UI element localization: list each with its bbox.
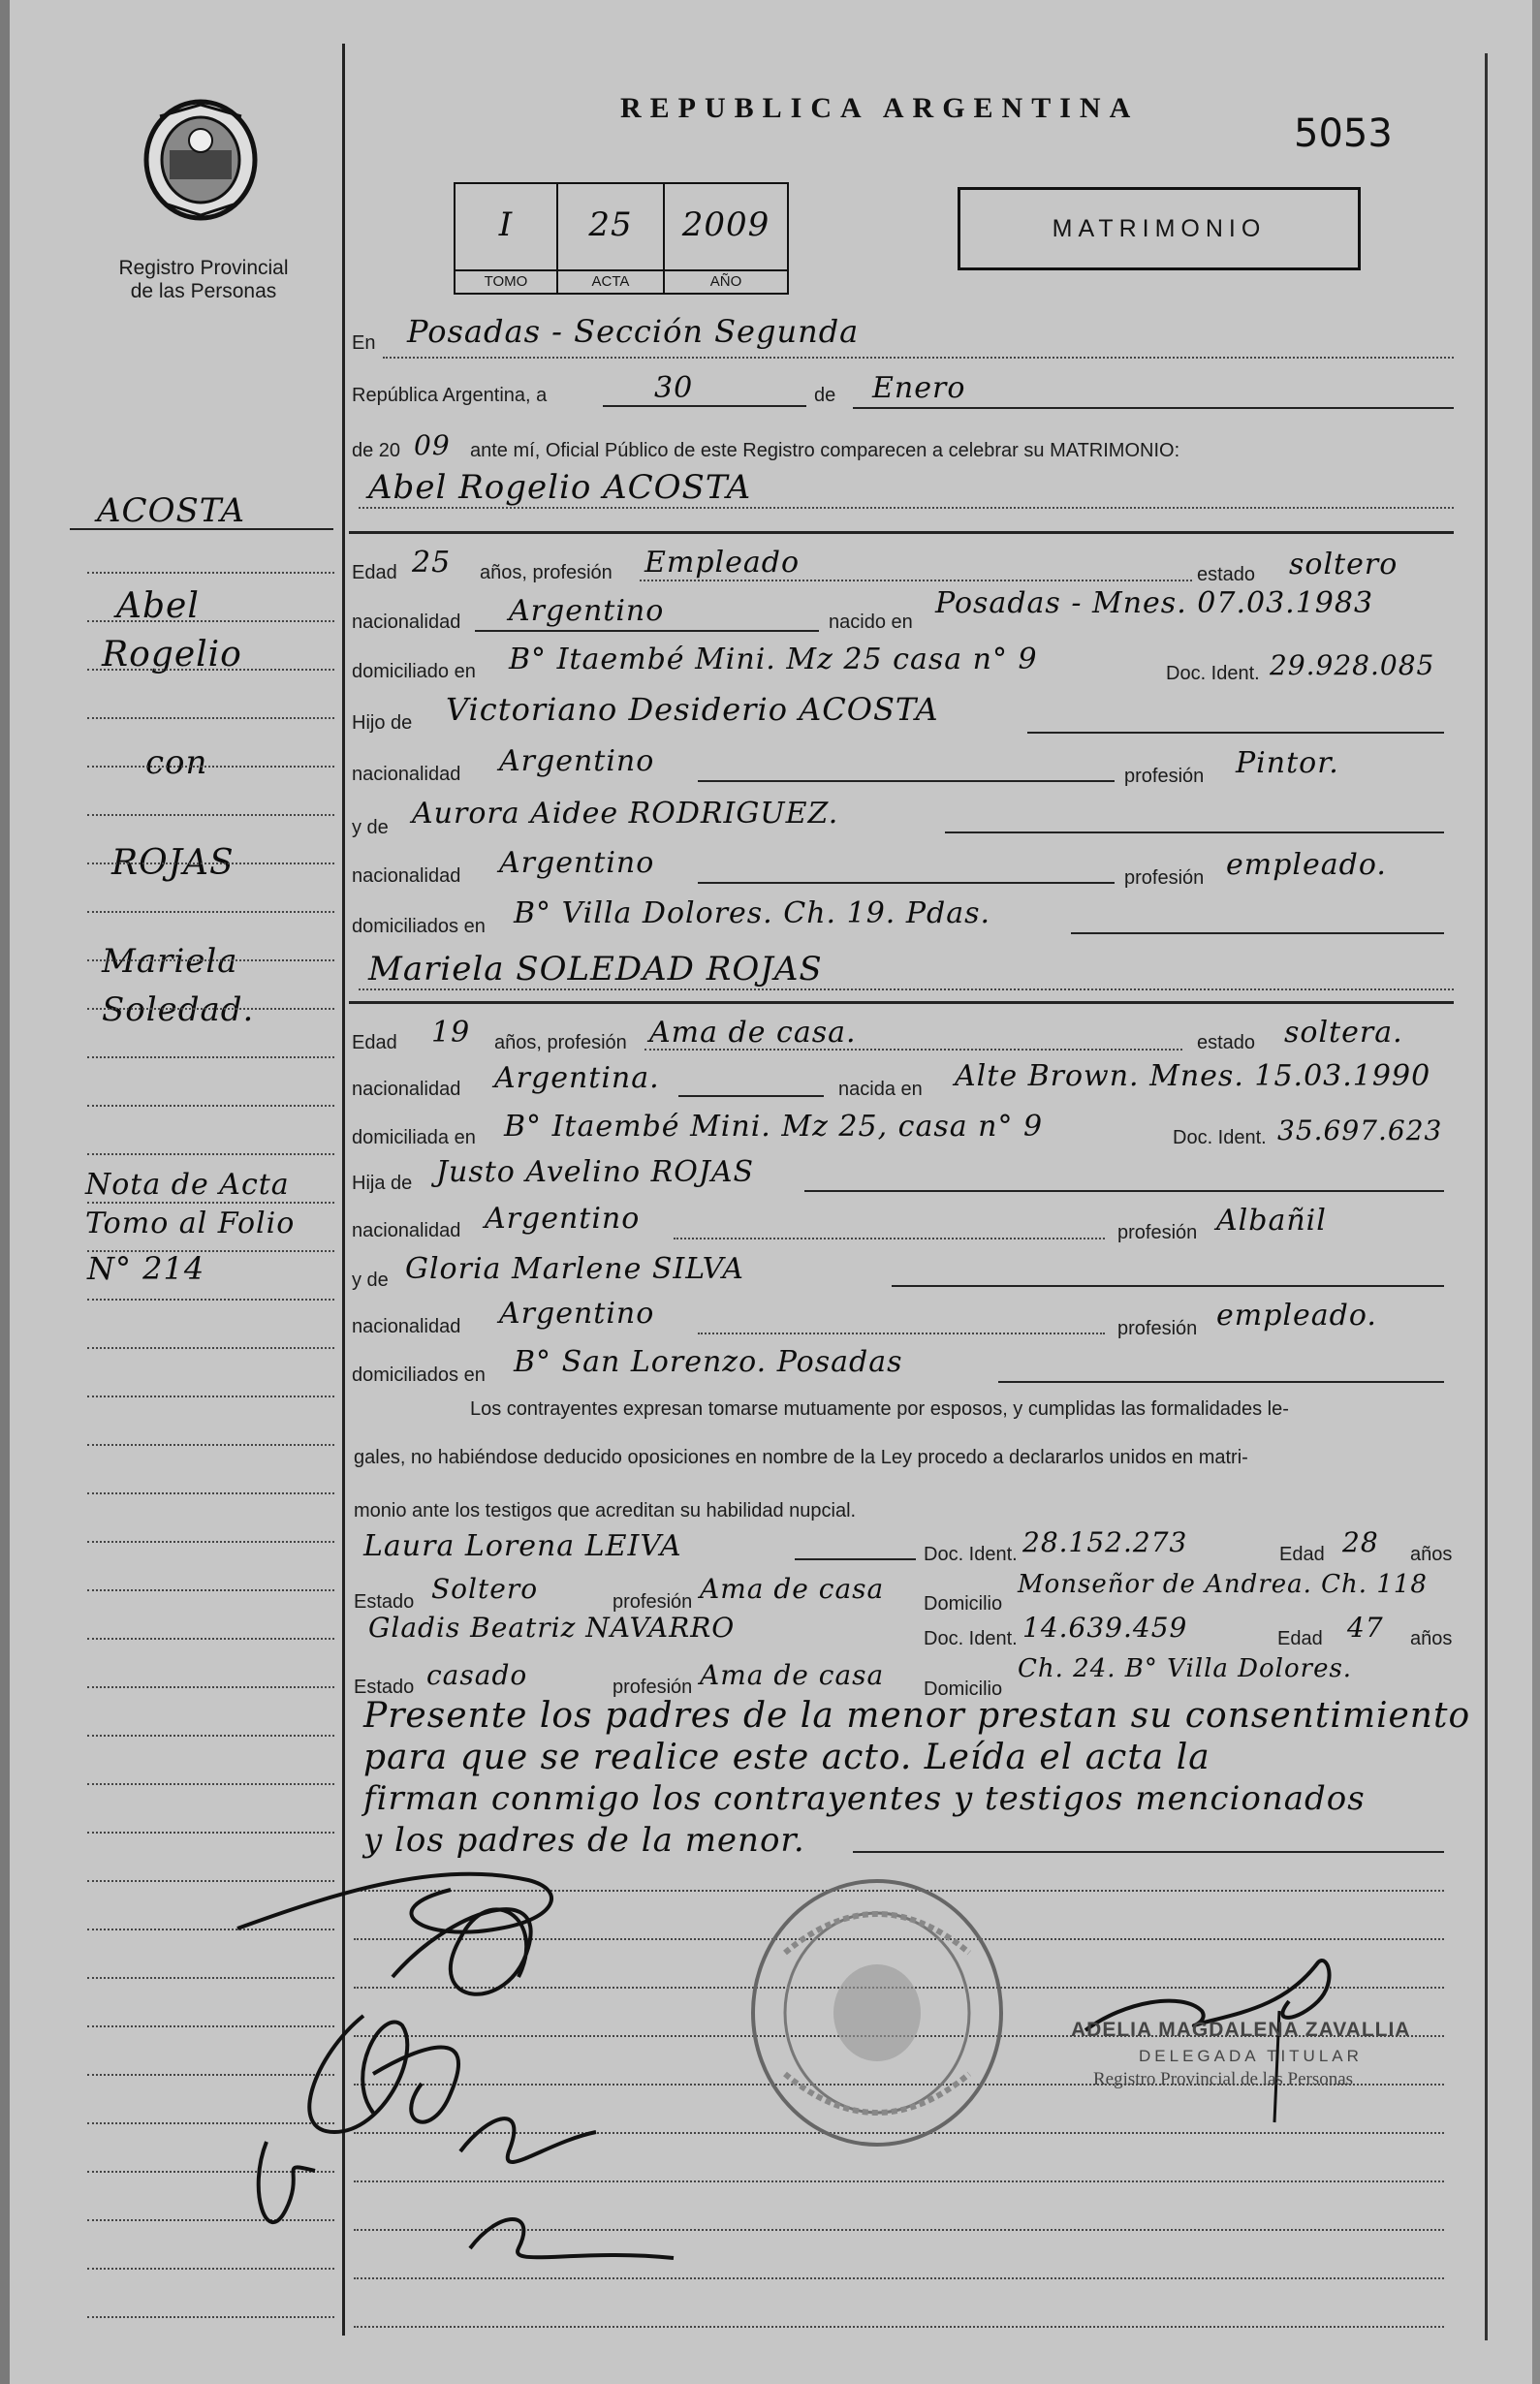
bride-edad-label: Edad [352,1032,397,1053]
bride-section-rule [349,1001,1454,1004]
bm-prof-label: profesión [1117,1318,1198,1339]
margin-rule-line [87,1105,334,1107]
w1-doc-label: Doc. Ident. [924,1544,1018,1565]
gf-nat-label: nacionalidad [352,764,461,785]
bride-dom-label: domiciliada en [352,1127,476,1148]
groom-profession: Empleado [644,546,801,580]
groom-profession-line [640,580,1192,581]
bride-mother-prof: empleado. [1216,1299,1377,1333]
w1-estado-label: Estado [354,1591,415,1613]
hija-label: Hija de [352,1173,413,1194]
bf-prof-label: profesión [1117,1222,1198,1243]
groom-doc: 29.928.085 [1270,649,1435,681]
bp-dom-label: domiciliados en [352,1365,486,1386]
witness2-age: 47 [1347,1612,1384,1644]
margin-rule-line [87,1008,334,1010]
groom-section-rule [349,531,1454,534]
margin-surname2: ROJAS [111,843,235,883]
note-line4: y los padres de la menor. [363,1821,805,1860]
bride-mother-nat: Argentino [499,1297,655,1331]
bride-prof-line [644,1049,1182,1051]
bride-doc: 35.697.623 [1277,1114,1443,1146]
official-seal [746,1875,1008,2151]
bride-name-line [359,988,1454,990]
w2-anos-label: años [1410,1628,1453,1649]
groom-birth-label: nacido en [829,612,913,633]
margin-rule-line [87,1347,334,1349]
bride-nat-line [678,1095,824,1097]
margin-rule-line [87,1735,334,1737]
tomo-cell [456,184,558,293]
w1-dom-label: Domicilio [924,1593,1003,1615]
groom-dom-label: domiciliado en [352,661,476,682]
signatures-scribble [228,1822,683,2287]
groom-mother-prof: empleado. [1226,848,1387,882]
groom-name-line [359,507,1454,509]
officer-title: DELEGADA TITULAR [1139,2047,1363,2065]
margin-rule-line [87,717,334,719]
witness2-profession: Ama de casa [700,1659,885,1691]
groom-anos-prof-label: años, profesión [480,562,613,583]
margin-note3: N° 214 [87,1250,205,1287]
witness2-doc: 14.639.459 [1022,1612,1188,1644]
gf-nat-line [698,780,1115,782]
groom-mother: Aurora Aidee RODRIGUEZ. [412,797,839,831]
witness1-address: Monseñor de Andrea. Ch. 118 [1018,1570,1428,1599]
page-edge-right [1532,0,1540,2384]
bf-nat-line [674,1238,1105,1239]
witness1-age: 28 [1342,1526,1379,1558]
w1-name-line [795,1558,916,1560]
margin-rule-line [87,863,334,864]
bride-father-prof: Albañil [1216,1204,1327,1238]
margin-rule-line [87,572,334,574]
margin-rule-line [87,1202,334,1204]
anio-label: AÑO [665,269,787,293]
groom-estado-label: estado [1197,564,1256,585]
witness2-name: Gladis Beatriz NAVARRO [368,1612,736,1644]
w1-edad-label: Edad [1279,1544,1325,1565]
margin-rule-line [87,1589,334,1591]
acta-cell [558,184,665,293]
margin-rule-line [87,1492,334,1494]
bride-address: B° Itaembé Mini. Mz 25, casa n° 9 [504,1110,1044,1144]
country-title: REPUBLICA ARGENTINA [620,92,1140,124]
bride-name: Mariela SOLEDAD ROJAS [368,950,823,988]
bride-father-nat: Argentino [485,1202,641,1236]
gm-yde-label: y de [352,817,389,838]
bride-status: soltera. [1284,1016,1403,1050]
right-border [1485,53,1488,2340]
margin-surname1: ACOSTA [97,491,246,530]
margin-rule-line [87,911,334,913]
gm-nat-line [698,882,1115,884]
bride-estado-label: estado [1197,1032,1256,1053]
acta-label: ACTA [558,269,663,293]
margin-rule-line [87,1444,334,1446]
witness1-profession: Ama de casa [700,1573,885,1605]
bm-line [892,1285,1444,1287]
bm-yde-label: y de [352,1270,389,1291]
bride-age: 19 [431,1016,471,1050]
record-type-box: MATRIMONIO [958,187,1361,270]
margin-rule-line [87,766,334,768]
note-line2: para que se realice este acto. Leída el acta la [363,1738,1210,1777]
bride-nationality: Argentina. [494,1061,660,1095]
margin-given1a: Abel [116,586,200,626]
officer-name: ADELIA MAGDALENA ZAVALLIA [1071,2019,1411,2041]
w1-anos-label: años [1410,1544,1453,1565]
registry-name-line1: Registro Provincial [118,257,289,279]
groom-age: 25 [412,546,452,580]
en-label: En [352,332,376,354]
bf-line [804,1190,1444,1192]
bride-parents-address: B° San Lorenzo. Posadas [514,1345,903,1379]
bride-father: Justo Avelino ROJAS [436,1155,755,1189]
groom-edad-label: Edad [352,562,397,583]
gp-dom-label: domiciliados en [352,916,486,937]
act-number: 5053 [1294,111,1393,156]
witness2-status: casado [426,1659,528,1691]
bride-anos-prof-label: años, profesión [494,1032,627,1053]
tomo-label: TOMO [456,269,556,293]
bride-birthplace: Alte Brown. Mnes. 15.03.1990 [955,1059,1431,1093]
day-line [603,405,806,407]
groom-mother-nat: Argentino [499,846,655,880]
gm-line [945,831,1444,833]
margin-rule-line [87,2316,334,2318]
witness1-doc: 28.152.273 [1022,1526,1188,1558]
groom-father: Victoriano Desiderio ACOSTA [446,691,939,728]
place-line [383,357,1454,359]
de-label: de [814,385,836,406]
declaration-line3: monio ante los testigos que acreditan su habilidad nupcial. [354,1500,857,1521]
w2-edad-label: Edad [1277,1628,1323,1649]
gm-prof-label: profesión [1124,867,1205,889]
witness1-name: Laura Lorena LEIVA [363,1529,682,1563]
note-line1: Presente los padres de la menor prestan su consentimiento [363,1696,1471,1736]
margin-rule-line [87,1686,334,1688]
witness1-status: Soltero [431,1573,539,1605]
margin-rule-line [87,1783,334,1785]
gf-prof-label: profesión [1124,766,1205,787]
margin-rule-line [87,1638,334,1640]
margin-rule-line [87,1541,334,1543]
margin-rule-line [87,1153,334,1155]
month-line [853,407,1454,409]
margin-note1: Nota de Acta [85,1168,290,1202]
margin-note2: Tomo al Folio [85,1207,296,1240]
w2-prof-label: profesión [613,1677,693,1698]
groom-doc-label: Doc. Ident. [1166,663,1260,684]
acta-value: 25 [588,205,633,244]
w2-dom-label: Domicilio [924,1678,1003,1700]
bride-doc-label: Doc. Ident. [1173,1127,1267,1148]
gm-nat-label: nacionalidad [352,865,461,887]
margin-rule-line [87,1299,334,1301]
margin-rule-line [87,1056,334,1058]
margin-rule-line [87,1250,334,1252]
margin-given2a: Mariela [102,942,238,981]
groom-address: B° Itaembé Mini. Mz 25 casa n° 9 [509,643,1038,676]
groom-nat-line [475,630,819,632]
w2-doc-label: Doc. Ident. [924,1628,1018,1649]
month-value: Enero [872,371,966,405]
anio-cell [665,184,787,293]
groom-father-line [1027,732,1444,734]
note-line3: firman conmigo los contrayentes y testigos mencionados [363,1779,1366,1818]
w2-estado-label: Estado [354,1677,415,1698]
bm-nat-label: nacionalidad [352,1316,461,1337]
appear-text: ante mí, Oficial Público de este Registro comparecen a celebrar su MATRIMONIO: [470,440,1180,461]
groom-parents-address: B° Villa Dolores. Ch. 19. Pdas. [514,896,991,930]
witness2-address: Ch. 24. B° Villa Dolores. [1018,1654,1353,1683]
margin-rule-line [87,620,334,622]
officer-registry: Registro Provincial de las Personas [1093,2069,1354,2089]
margin-connector: con [145,743,208,782]
margin-rule-line [87,669,334,671]
groom-nat-label: nacionalidad [352,612,461,633]
year-prefix: de 20 [352,440,401,461]
groom-nationality: Argentino [509,594,665,628]
groom-birthplace: Posadas - Mnes. 07.03.1983 [935,586,1374,620]
place-value: Posadas - Sección Segunda [407,313,860,350]
margin-given1b: Rogelio [102,635,242,674]
groom-name: Abel Rogelio ACOSTA [368,468,752,507]
margin-rule-line [87,1396,334,1397]
groom-status: soltero [1289,548,1399,581]
bride-profession: Ama de casa. [649,1016,857,1050]
tomo-value: I [498,205,514,244]
hijo-label: Hijo de [352,712,413,734]
margin-rule-line [87,814,334,816]
bride-nat-label: nacionalidad [352,1079,461,1100]
bf-nat-label: nacionalidad [352,1220,461,1241]
republica-label: República Argentina, a [352,385,548,406]
province-seal-logo [141,97,262,223]
day-value: 30 [654,371,694,405]
main-rule-line [354,2326,1444,2328]
bp-dom-line [998,1381,1444,1383]
record-index-box [454,182,789,295]
note-end-line [853,1851,1444,1853]
declaration-line1: Los contrayentes expresan tomarse mutuamente por esposos, y cumplidas las formalidades le- [470,1398,1289,1420]
bride-mother: Gloria Marlene SILVA [405,1252,744,1286]
bm-nat-line [698,1333,1105,1334]
groom-father-nat: Argentino [499,744,655,778]
declaration-line2: gales, no habiéndose deducido oposiciones en nombre de la Ley procedo a declararlos unidos en matri- [354,1447,1248,1468]
anio-value: 2009 [681,205,770,244]
margin-given2b: Soledad. [102,990,255,1029]
registry-name-line2: de las Personas [130,280,277,302]
page-edge-left [0,0,10,2384]
bride-birth-label: nacida en [838,1079,923,1100]
margin-rule-line [87,959,334,961]
year-suffix: 09 [414,429,451,461]
groom-father-prof: Pintor. [1236,746,1339,780]
w1-prof-label: profesión [613,1591,693,1613]
registry-name [87,257,320,303]
margin-line [70,528,333,530]
gp-dom-line [1071,932,1444,934]
